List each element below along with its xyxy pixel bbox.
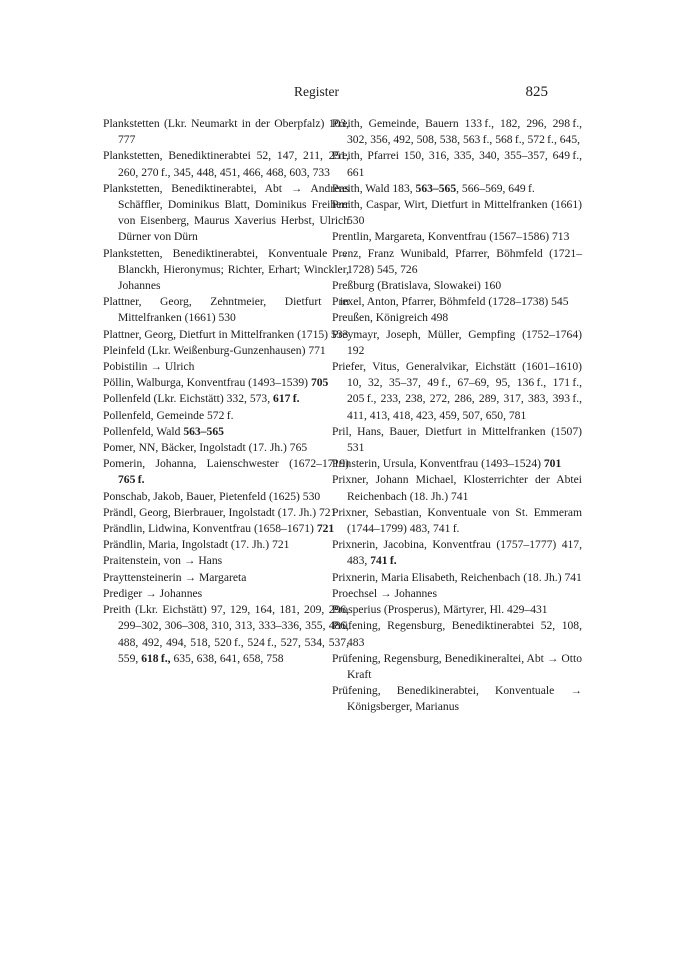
running-title: Register xyxy=(294,84,339,99)
entry-text: Pomer, NN, Bäcker, Ingolstadt (17. Jh.) 765 xyxy=(103,441,308,455)
bold-page-reference: 701 xyxy=(543,457,562,471)
index-entry xyxy=(103,181,349,246)
entry-text: Prexel, Anton, Pfarrer, Böhmfeld (1728–1738) 545 xyxy=(332,295,569,309)
index-entry xyxy=(103,408,349,424)
index-entry xyxy=(332,246,582,278)
bold-page-reference: 705 xyxy=(310,376,329,390)
index-entry xyxy=(332,586,582,602)
entry-text: Pöllin, Walburga, Konventfrau (1493–1539) xyxy=(103,376,311,390)
index-entry xyxy=(332,683,582,715)
entry-text: Plankstetten, Benediktinerabtei, Abt → Andreas Schäffler, Dominikus Blatt, Dominikus Freiherr von Eisenberg, Maurus Xaverius Herbst, Ulrich Dürner von Dürn xyxy=(103,181,349,244)
entry-text: Plankstetten, Benediktinerabtei, Konventuale → Blanckh, Hieronymus; Richter, Erhart; Winckler, Johannes xyxy=(103,246,349,293)
entry-text: , 566–569, 649 f. xyxy=(456,181,535,195)
index-entry xyxy=(332,278,582,294)
index-entry xyxy=(103,391,349,407)
index-column-right xyxy=(332,116,582,716)
index-entry xyxy=(103,570,349,586)
index-entry xyxy=(332,148,582,180)
entry-text: Preith, Caspar, Wirt, Dietfurt in Mittelfranken (1661) 530 xyxy=(332,198,582,228)
index-entry xyxy=(332,197,582,229)
index-entry xyxy=(103,521,349,537)
index-entry xyxy=(332,116,582,148)
entry-text: Praitenstein, von → Hans xyxy=(103,554,223,568)
index-entry xyxy=(332,602,582,618)
entry-text: Prentlin, Margareta, Konventfrau (1567–1586) 713 xyxy=(332,230,570,244)
entry-text: Prayttensteinerin → Margareta xyxy=(103,570,247,584)
index-entry xyxy=(103,375,349,391)
bold-page-reference: 563–565 xyxy=(415,181,457,195)
index-entry xyxy=(332,537,582,569)
bold-page-reference: 617 f. xyxy=(273,392,300,406)
bold-page-reference: 563–565 xyxy=(183,424,224,438)
entry-text: Prüfening, Regensburg, Benedikineraltei, Abt → Otto Kraft xyxy=(332,651,582,681)
index-entry xyxy=(332,472,582,504)
bold-page-reference: 741 f. xyxy=(370,554,397,568)
bold-page-reference: 765 f. xyxy=(118,473,145,487)
entry-text: Prosperius (Prosperus), Märtyrer, Hl. 429–431 xyxy=(332,603,548,617)
index-entry xyxy=(332,424,582,456)
entry-text: Preußen, Königreich 498 xyxy=(332,311,449,325)
index-entry xyxy=(103,602,349,667)
index-entry xyxy=(103,489,349,505)
index-entry xyxy=(103,586,349,602)
entry-text: Prinsterin, Ursula, Konventfrau (1493–1524) xyxy=(332,457,544,471)
entry-text: Plankstetten (Lkr. Neumarkt in der Oberpfalz) 103, 777 xyxy=(103,117,349,147)
entry-text: Prixner, Johann Michael, Klosterrichter der Abtei Reichenbach (18. Jh.) 741 xyxy=(332,473,582,503)
index-entry xyxy=(103,116,349,148)
entry-text: Prändlin, Lidwina, Konventfrau (1658–1671) xyxy=(103,522,317,536)
index-entry xyxy=(332,651,582,683)
entry-text: Prixnerin, Maria Elisabeth, Reichenbach (18. Jh.) 741 xyxy=(332,570,582,584)
entry-text: Proechsel → Johannes xyxy=(332,586,437,600)
index-entry xyxy=(332,359,582,424)
entry-text: Priefer, Vitus, Generalvikar, Eichstätt (1601–1610) 10, 32, 35–37, 49 f., 67–69, 95, 136 f., 171 f., 205 f., 233, 238, 272, 286, 289, 317, 383, 393 f., 411, 413, 418, 423, 459, 507, 650, 781 xyxy=(332,360,582,422)
bold-page-reference: 721 xyxy=(316,522,335,536)
bold-page-reference: 618 f., xyxy=(141,651,171,665)
entry-text: Preith, Pfarrei 150, 316, 335, 340, 355–357, 649 f., 661 xyxy=(332,149,582,179)
entry-text: Pollenfeld, Gemeinde 572 f. xyxy=(103,408,234,422)
index-entry xyxy=(332,294,582,310)
index-entry xyxy=(103,294,349,326)
index-entry xyxy=(332,229,582,245)
entry-text: Pobistilin → Ulrich xyxy=(103,360,195,374)
index-entry xyxy=(103,440,349,456)
entry-text: Ponschab, Jakob, Bauer, Pietenfeld (1625) 530 xyxy=(103,489,321,503)
entry-text: Pollenfeld (Lkr. Eichstätt) 332, 573, xyxy=(103,392,274,406)
entry-text: Plattner, Georg, Dietfurt in Mittelfranken (1715) 533 xyxy=(103,327,349,341)
index-entry xyxy=(103,537,349,553)
index-entry xyxy=(332,327,582,359)
entry-text: Prüfening, Regensburg, Benediktinerabtei 52, 108, 483 xyxy=(332,619,582,649)
index-entry xyxy=(332,310,582,326)
index-entry xyxy=(103,456,349,488)
entry-text: Preßburg (Bratislava, Slowakei) 160 xyxy=(332,279,502,293)
entry-text: Preith, Gemeinde, Bauern 133 f., 182, 296, 298 f., 302, 356, 492, 508, 538, 563 f., 568 f., 572 f., 645, xyxy=(332,117,582,147)
entry-text: Prediger → Johannes xyxy=(103,586,203,600)
index-entry xyxy=(332,456,582,472)
index-entry xyxy=(332,570,582,586)
index-entry xyxy=(103,327,349,343)
entry-text: Preith (Lkr. Eichstätt) 97, 129, 164, 181, 209, 296, 299–302, 306–308, 310, 313, 333–336, 355, 486, 488, 492, 494, 518, 520 f., 524 f., 527, 534, 537, 559, xyxy=(103,603,349,665)
entry-text: Preith, Wald 183, xyxy=(332,181,416,195)
entry-text: Prüfening, Benedikinerabtei, Konventuale → Königsberger, Marianus xyxy=(332,684,582,714)
entry-text: Preymayr, Joseph, Müller, Gempfing (1752–1764) 192 xyxy=(332,327,582,357)
entry-text: Pollenfeld, Wald xyxy=(103,424,184,438)
index-entry xyxy=(332,505,582,537)
entry-text: Prenz, Franz Wunibald, Pfarrer, Böhmfeld (1721–1728) 545, 726 xyxy=(332,246,582,276)
entry-text: Prändl, Georg, Bierbrauer, Ingolstadt (17. Jh.) 721 xyxy=(103,505,337,519)
entry-text: Pomerin, Johanna, Laienschwester (1672–1719) xyxy=(103,457,349,471)
entry-text: Prändlin, Maria, Ingolstadt (17. Jh.) 721 xyxy=(103,538,290,552)
entry-text: Plattner, Georg, Zehntmeier, Dietfurt in Mittelfranken (1661) 530 xyxy=(103,295,349,325)
index-entry xyxy=(103,505,349,521)
entry-text: Prixnerin, Jacobina, Konventfrau (1757–1777) 417, 483, xyxy=(332,538,582,568)
index-entry xyxy=(332,618,582,650)
index-entry xyxy=(332,181,582,197)
index-entry xyxy=(103,553,349,569)
index-column-left xyxy=(103,116,349,667)
running-head xyxy=(0,84,700,104)
entry-text: 635, 638, 641, 658, 758 xyxy=(170,651,284,665)
entry-text: Pril, Hans, Bauer, Dietfurt in Mittelfranken (1507) 531 xyxy=(332,424,582,455)
entry-text: Prixner, Sebastian, Konventuale von St. Emmeram (1744–1799) 483, 741 f. xyxy=(332,505,582,536)
index-entry xyxy=(103,359,349,375)
index-entry xyxy=(103,148,349,180)
index-entry xyxy=(103,424,349,440)
page-number: 825 xyxy=(525,84,548,100)
entry-text: Pleinfeld (Lkr. Weißenburg-Gunzenhausen) 771 xyxy=(103,343,326,357)
index-entry xyxy=(103,246,349,295)
entry-text: Plankstetten, Benediktinerabtei 52, 147, 211, 251, 260, 270 f., 345, 448, 451, 466, 468, 603, 733 xyxy=(103,149,349,179)
index-entry xyxy=(103,343,349,359)
